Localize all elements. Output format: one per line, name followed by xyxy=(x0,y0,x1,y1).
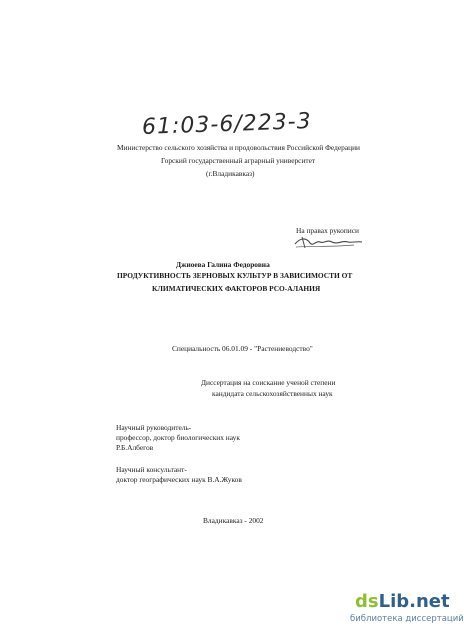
supervisor-label: Научный руководитель- xyxy=(116,423,192,432)
archive-code: 61:03-6/223-3 xyxy=(141,109,313,140)
title-line-1: ПРОДУКТИВНОСТЬ ЗЕРНОВЫХ КУЛЬТУР В ЗАВИСИМОСТИ ОТ xyxy=(117,271,353,280)
specialty-line: Специальность 06.01.09 - "Растениеводство" xyxy=(172,344,313,353)
degree-line-1: Диссертация на соискание ученой степени xyxy=(201,378,336,387)
supervisor-name: Р.Б.Албегов xyxy=(116,443,154,452)
consultant-label: Научный консультант- xyxy=(116,465,187,474)
degree-line-2: кандидата сельскохозяйственных наук xyxy=(212,389,333,398)
watermark-logo xyxy=(355,592,450,612)
watermark-logo-net: .net xyxy=(409,591,450,612)
watermark-logo-ds: ds xyxy=(355,591,379,612)
ministry-line: Министерство сельского хозяйства и продовольствия Российской Федерации xyxy=(117,143,360,152)
consultant-position: доктор географических наук В.А.Жуков xyxy=(116,475,242,484)
supervisor-position: профессор, доктор биологических наук xyxy=(116,433,240,442)
manuscript-rights: На правах рукописи xyxy=(296,226,359,235)
signature-icon xyxy=(292,234,364,250)
author-name: Джиоева Галина Федоровна xyxy=(176,260,270,269)
title-line-2: КЛИМАТИЧЕСКИХ ФАКТОРОВ РСО-АЛАНИЯ xyxy=(152,284,321,293)
city-line: (г.Владикавказ) xyxy=(206,169,255,178)
watermark-logo-lib: Lib xyxy=(378,591,410,612)
watermark-subtitle: библиотека диссертаций xyxy=(350,614,464,624)
university-line: Горский государственный аграрный университет xyxy=(161,156,316,165)
place-year: Владикавказ - 2002 xyxy=(203,516,264,525)
